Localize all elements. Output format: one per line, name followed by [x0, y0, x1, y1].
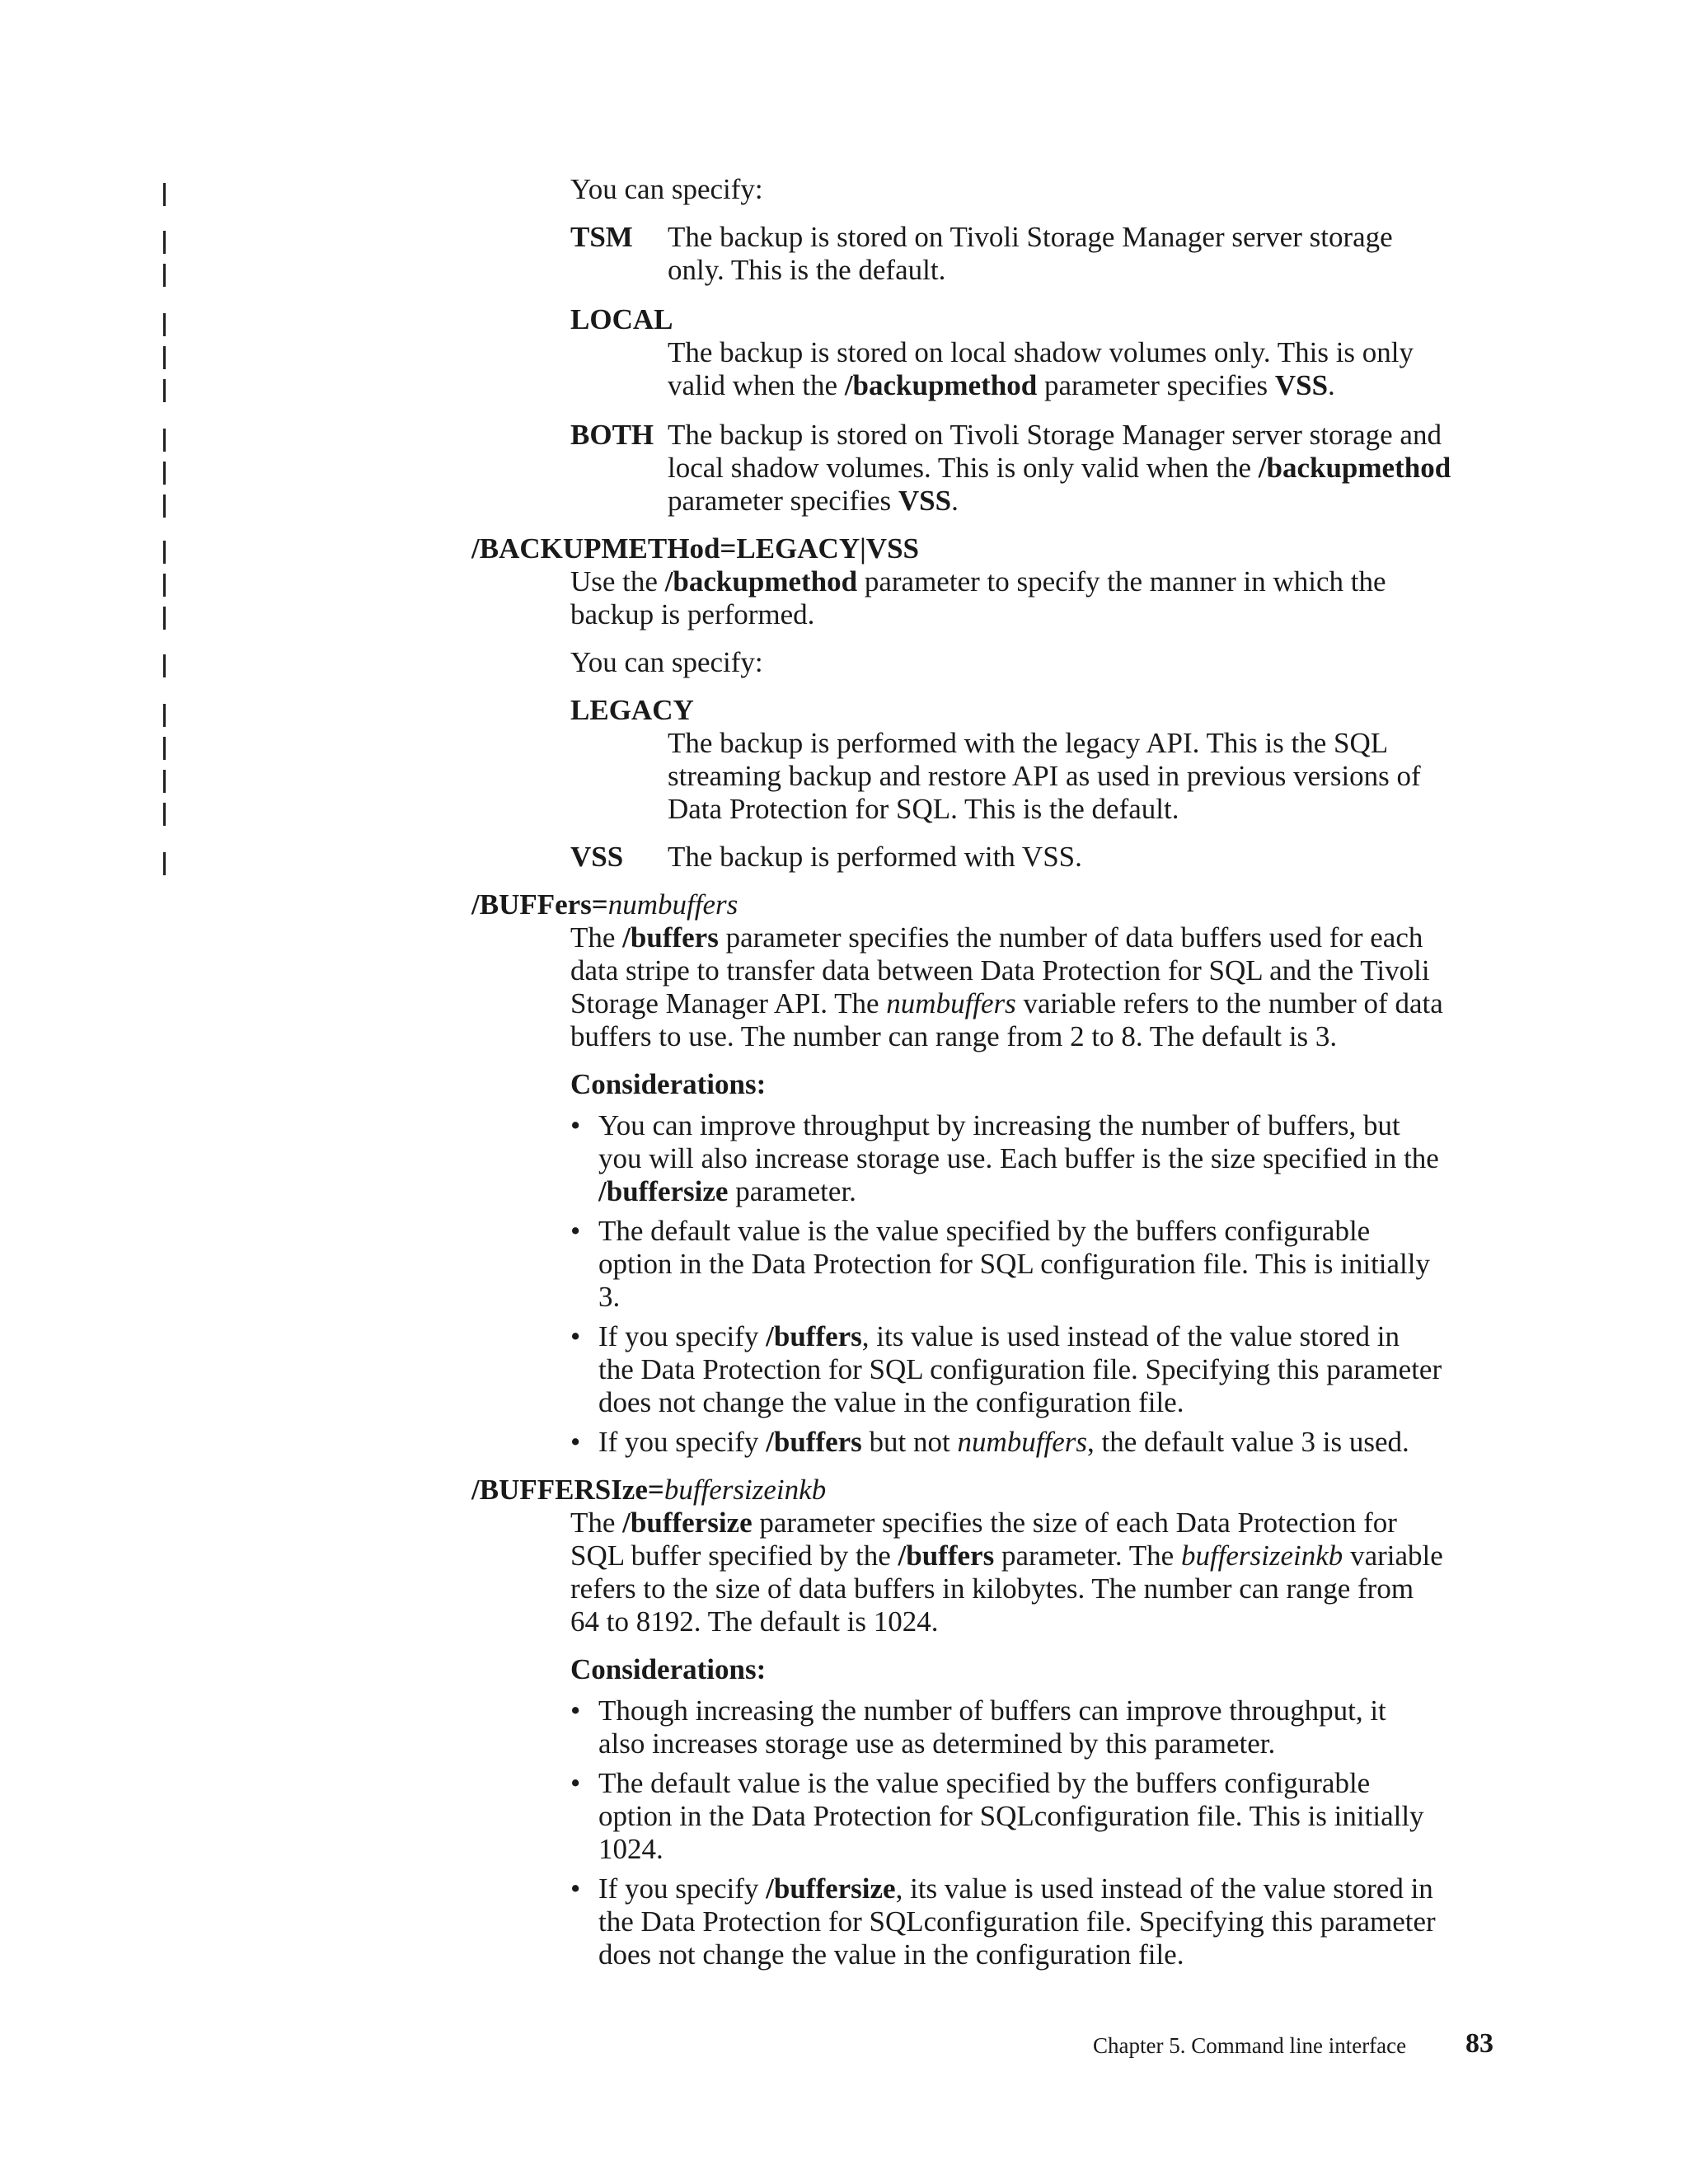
buffers-bullet2-line2: option in the Data Protection for SQL configuration file. This is initially — [598, 1248, 1431, 1280]
buffersize-bullet2-line1: The default value is the value specified by the buffers configurable — [598, 1767, 1371, 1799]
bullet-icon: • — [570, 1426, 581, 1458]
option-desc-vss: The backup is performed with VSS. — [668, 841, 1082, 873]
param-heading-buffers: /BUFFers=numbuffers — [471, 888, 738, 921]
bullet-icon: • — [570, 1694, 581, 1727]
buffers-bullet3-line3: does not change the value in the configuration file. — [598, 1386, 1184, 1418]
bullet-icon: • — [570, 1109, 581, 1141]
param-desc-buffers-line1: The /buffers parameter specifies the number of data buffers used for each — [570, 921, 1423, 954]
bullet-icon: • — [570, 1215, 581, 1247]
option-desc-legacy-line3: Data Protection for SQL. This is the default. — [668, 793, 1179, 825]
param-desc-buffersize-line1: The /buffersize parameter specifies the size of each Data Protection for — [570, 1507, 1397, 1539]
param-heading-backupmethod: /BACKUPMETHod=LEGACY|VSS — [471, 532, 920, 565]
option-term-vss: VSS — [570, 841, 624, 873]
option-term-tsm: TSM — [570, 221, 633, 253]
change-bar — [163, 346, 166, 369]
option-desc-both-line1: The backup is stored on Tivoli Storage Manager server storage and — [668, 419, 1442, 451]
option-term-legacy: LEGACY — [570, 694, 694, 726]
buffers-bullet2-line3: 3. — [598, 1281, 621, 1313]
backupmethod-intro-text: You can specify: — [570, 646, 763, 678]
buffers-bullet1-line1: You can improve throughput by increasing the number of buffers, but — [598, 1109, 1400, 1141]
change-bar — [163, 770, 166, 793]
change-bar — [163, 379, 166, 402]
change-bar — [163, 264, 166, 287]
buffersize-bullet3-line3: does not change the value in the configuration file. — [598, 1938, 1184, 1971]
change-bar — [163, 494, 166, 518]
option-term-both: BOTH — [570, 419, 654, 451]
buffersize-bullet3-line2: the Data Protection for SQLconfiguration file. Specifying this parameter — [598, 1905, 1436, 1938]
buffersize-bullet2-line3: 1024. — [598, 1833, 663, 1865]
change-bar — [163, 803, 166, 826]
option-desc-legacy-line1: The backup is performed with the legacy API. This is the SQL — [668, 727, 1389, 759]
option-desc-tsm-line1: The backup is stored on Tivoli Storage Manager server storage — [668, 221, 1393, 253]
change-bar — [163, 737, 166, 760]
option-desc-tsm-line2: only. This is the default. — [668, 254, 946, 286]
option-desc-legacy-line2: streaming backup and restore API as used in previous versions of — [668, 760, 1421, 792]
buffers-bullet3-line2: the Data Protection for SQL configuration file. Specifying this parameter — [598, 1353, 1442, 1385]
change-bar — [163, 429, 166, 452]
change-bar — [163, 852, 166, 875]
change-bar — [163, 231, 166, 254]
param-desc-buffers-line3: Storage Manager API. The numbuffers variable refers to the number of data — [570, 987, 1443, 1019]
option-desc-both-line2: local shadow volumes. This is only valid when the /backupmethod — [668, 452, 1451, 484]
change-bar — [163, 462, 166, 485]
option-term-local: LOCAL — [570, 303, 673, 335]
change-bar — [163, 704, 166, 727]
bullet-icon: • — [570, 1872, 581, 1905]
considerations-heading-buffers: Considerations: — [570, 1068, 767, 1100]
param-heading-buffersize: /BUFFERSIze=buffersizeinkb — [471, 1474, 827, 1506]
buffersize-bullet3-line1: If you specify /buffersize, its value is used instead of the value stored in — [598, 1872, 1433, 1905]
option-desc-both-line3: parameter specifies VSS. — [668, 485, 959, 517]
buffers-bullet1-line3: /buffersize parameter. — [598, 1175, 856, 1207]
buffersize-bullet2-line2: option in the Data Protection for SQLconfiguration file. This is initially — [598, 1800, 1424, 1832]
option-desc-local-line2: valid when the /backupmethod parameter specifies VSS. — [668, 369, 1335, 401]
change-bar — [163, 183, 166, 206]
param-desc-backupmethod-line2: backup is performed. — [570, 598, 815, 630]
bullet-icon: • — [570, 1320, 581, 1352]
change-bar — [163, 574, 166, 597]
considerations-heading-buffersize: Considerations: — [570, 1653, 767, 1685]
buffers-bullet4-line1: If you specify /buffers but not numbuffers, the default value 3 is used. — [598, 1426, 1409, 1458]
footer-chapter: Chapter 5. Command line interface — [1093, 2033, 1407, 2058]
change-bar — [163, 607, 166, 630]
param-desc-buffersize-line3: refers to the size of data buffers in kilobytes. The number can range from — [570, 1572, 1414, 1605]
param-desc-buffersize-line2: SQL buffer specified by the /buffers parameter. The buffersizeinkb variable — [570, 1540, 1443, 1572]
change-bar — [163, 654, 166, 677]
buffers-bullet2-line1: The default value is the value specified by the buffers configurable — [598, 1215, 1371, 1247]
option-desc-local-line1: The backup is stored on local shadow volumes only. This is only — [668, 336, 1414, 368]
buffersize-bullet1-line2: also increases storage use as determined by this parameter. — [598, 1727, 1276, 1760]
param-desc-buffers-line2: data stripe to transfer data between Data Protection for SQL and the Tivoli — [570, 954, 1430, 987]
buffersize-bullet1-line1: Though increasing the number of buffers can improve throughput, it — [598, 1694, 1386, 1727]
buffers-bullet1-line2: you will also increase storage use. Each buffer is the size specified in the — [598, 1142, 1439, 1174]
change-bar — [163, 313, 166, 336]
param-desc-backupmethod-line1: Use the /backupmethod parameter to specify the manner in which the — [570, 565, 1386, 598]
bullet-icon: • — [570, 1767, 581, 1799]
param-desc-buffersize-line4: 64 to 8192. The default is 1024. — [570, 1605, 939, 1638]
change-bar — [163, 541, 166, 564]
param-desc-buffers-line4: buffers to use. The number can range from 2 to 8. The default is 3. — [570, 1020, 1338, 1052]
footer-page-number: 83 — [1465, 2028, 1493, 2059]
intro-text: You can specify: — [570, 173, 763, 205]
buffers-bullet3-line1: If you specify /buffers, its value is used instead of the value stored in — [598, 1320, 1400, 1352]
